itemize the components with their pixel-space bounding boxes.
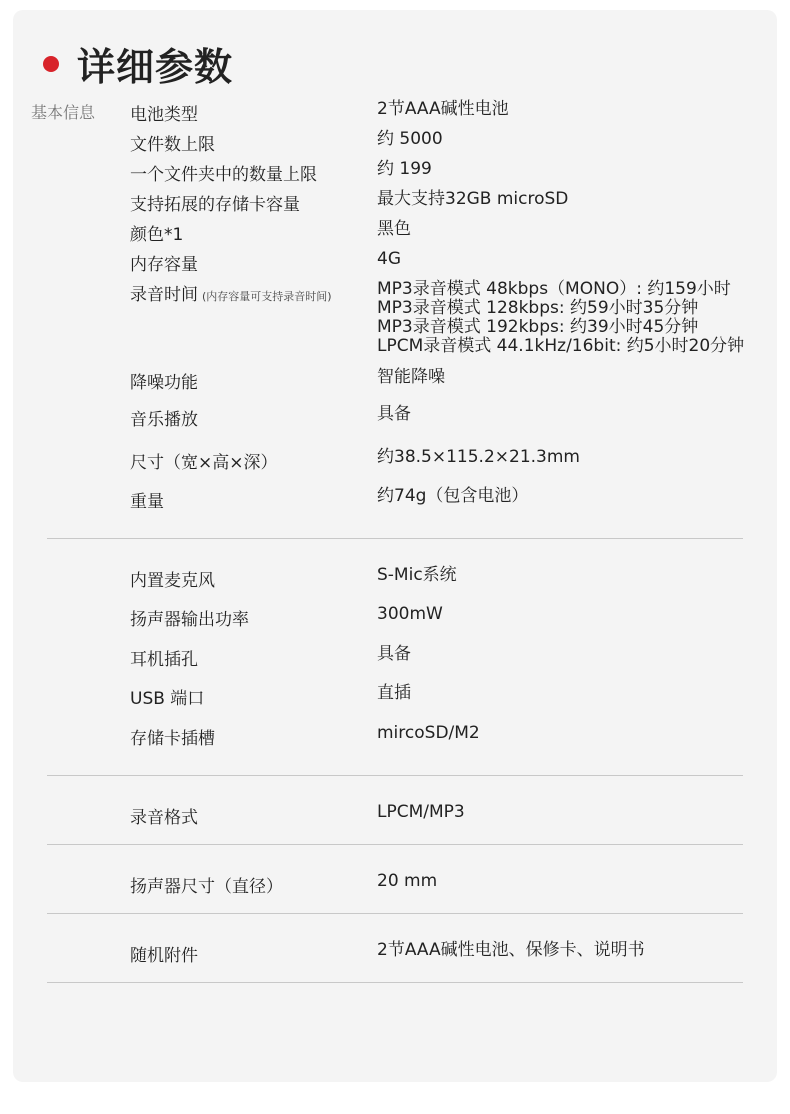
spec-value-multiline [377,280,744,356]
recording-mode-line: MP3录音模式 48kbps（MONO）: 约159小时 [377,279,731,299]
spec-label: 支持拓展的存储卡容量 [130,195,300,215]
spec-label: 扬声器输出功率 [130,610,249,630]
spec-value: 2节AAA碱性电池 [377,99,509,119]
recording-mode-line: MP3录音模式 192kbps: 约39小时45分钟 [377,317,699,337]
spec-value: 4G [377,249,401,269]
spec-label: 扬声器尺寸（直径） [130,877,283,897]
spec-label: 降噪功能 [130,373,198,393]
spec-label-text: 录音时间 [130,285,198,305]
spec-value: S-Mic系统 [377,565,457,585]
spec-value: mircoSD/M2 [377,723,480,743]
spec-value: 智能降噪 [377,367,445,387]
spec-value: 300mW [377,604,443,624]
spec-label: 重量 [130,492,164,512]
spec-value: 黑色 [377,219,411,239]
title-row [43,36,233,91]
spec-label [130,280,332,305]
spec-label: 电池类型 [130,105,198,125]
spec-label-note: (内存容量可支持录音时间) [202,290,332,303]
spec-value: 约 199 [377,159,432,179]
section-divider [47,775,743,776]
spec-value: 具备 [377,644,411,664]
spec-label: 耳机插孔 [130,650,198,670]
spec-label: 音乐播放 [130,410,198,430]
spec-value: 20 mm [377,871,438,891]
spec-label: 尺寸（宽×高×深） [130,453,278,473]
spec-value: 约 5000 [377,129,443,149]
spec-label: 内存容量 [130,255,198,275]
page-title: 详细参数 [77,45,234,89]
red-dot-icon [43,56,59,72]
spec-value: 最大支持32GB microSD [377,189,569,209]
spec-label: 文件数上限 [130,135,215,155]
spec-label: 颜色*1 [130,225,184,245]
spec-label: 录音格式 [130,808,198,828]
spec-value: 具备 [377,404,411,424]
spec-label: 内置麦克风 [130,571,215,591]
spec-value: LPCM/MP3 [377,802,465,822]
section-divider [47,844,743,845]
spec-value: 2节AAA碱性电池、保修卡、说明书 [377,940,645,960]
spec-value: 约38.5×115.2×21.3mm [377,447,580,467]
spec-label: 存储卡插槽 [130,729,215,749]
section-divider [47,982,743,983]
spec-label: USB 端口 [130,689,205,709]
spec-card [13,10,777,1082]
section-divider [47,538,743,539]
section-divider [47,913,743,914]
spec-value: 约74g（包含电池） [377,486,529,506]
spec-label: 一个文件夹中的数量上限 [130,165,317,185]
recording-mode-line: MP3录音模式 128kbps: 约59小时35分钟 [377,298,699,318]
recording-mode-line: LPCM录音模式 44.1kHz/16bit: 约5小时20分钟 [377,336,745,356]
spec-value: 直插 [377,683,411,703]
category-basic-info: 基本信息 [31,103,96,122]
spec-label: 随机附件 [130,946,198,966]
